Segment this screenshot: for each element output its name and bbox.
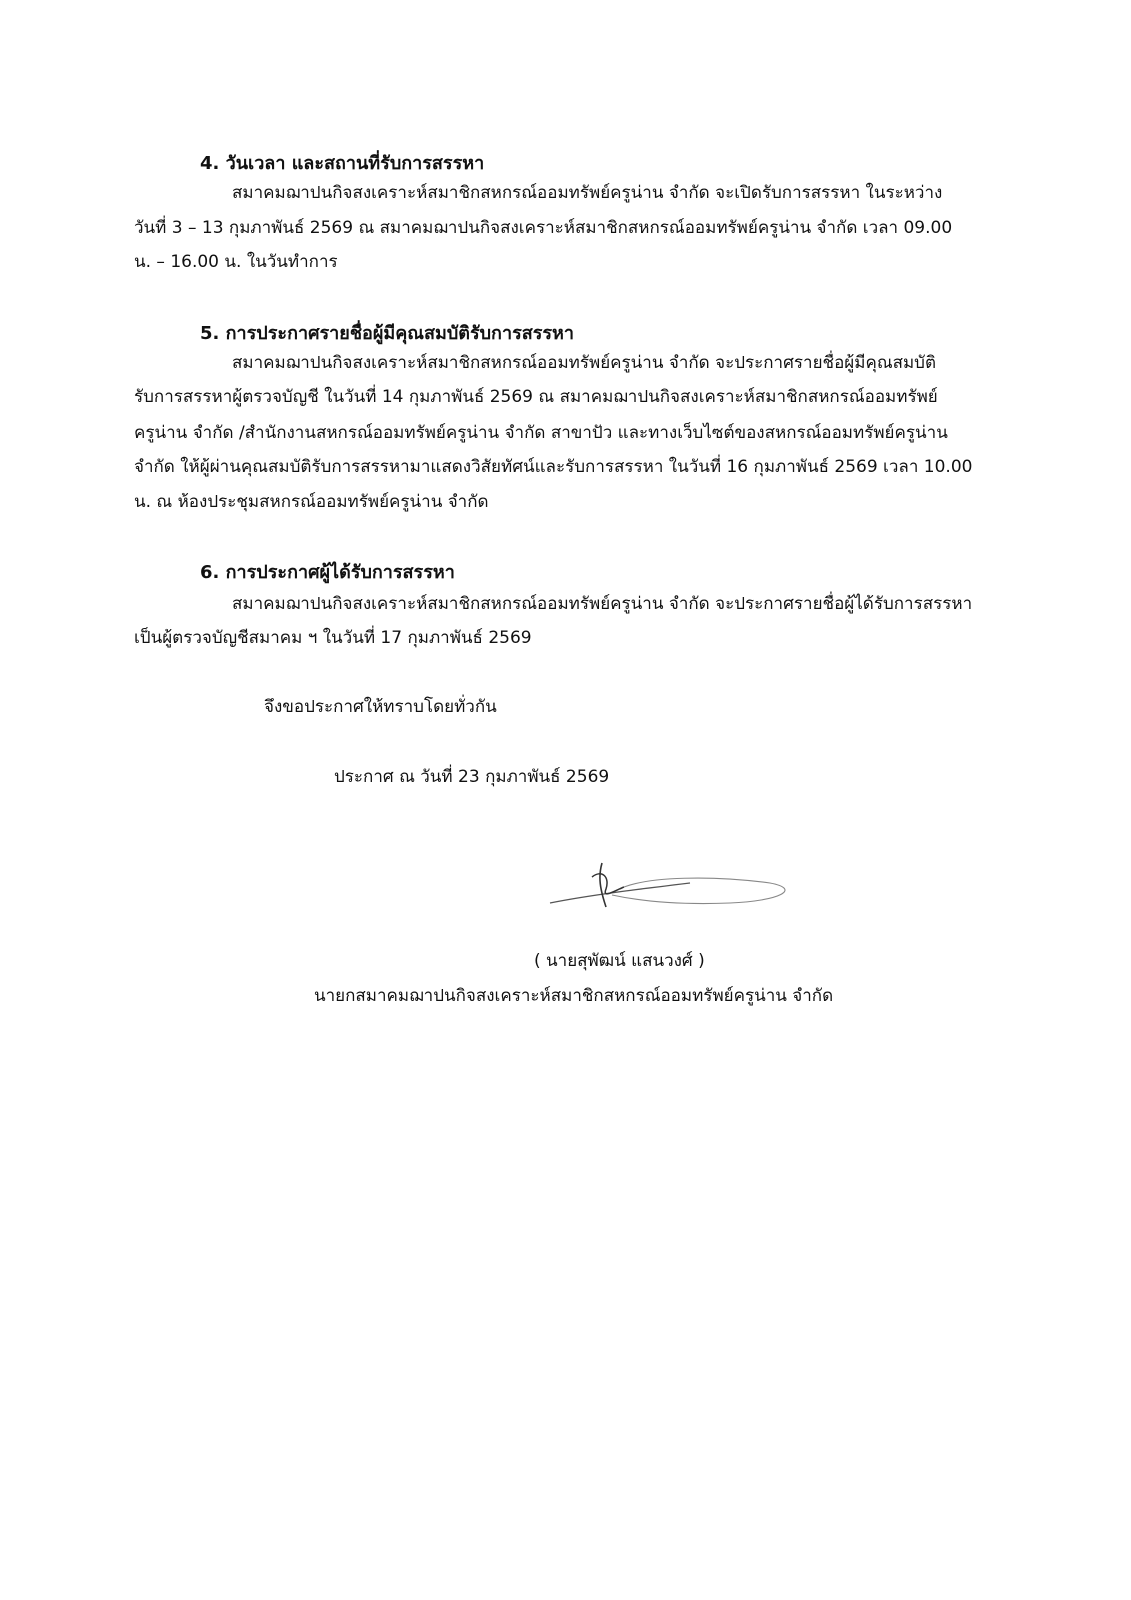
section-6-line-2: เป็นผู้ตรวจบัญชีสมาคม ฯ ในวันที่ 17 กุมภาพันธ์ 2569 <box>134 628 532 648</box>
section-4-line-2: วันที่ 3 – 13 กุมภาพันธ์ 2569 ณ สมาคมฌาปนกิจสงเคราะห์สมาชิกสหกรณ์ออมทรัพย์ครูน่าน จำกัด เวลา 09.00 <box>134 218 953 238</box>
signature-scribble <box>540 855 800 925</box>
section-5-line-4: จำกัด ให้ผู้ผ่านคุณสมบัติรับการสรรหามาแสดงวิสัยทัศน์และรับการสรรหา ในวันที่ 16 กุมภาพันธ์ 2569 เวลา 10.00 <box>134 457 973 477</box>
closing-notice: จึงขอประกาศให้ทราบโดยทั่วกัน <box>264 697 497 717</box>
announcement-date: ประกาศ ณ วันที่ 23 กุมภาพันธ์ 2569 <box>334 767 610 787</box>
section-6-heading: 6. การประกาศผู้ได้รับการสรรหา <box>200 562 455 583</box>
section-4-heading: 4. วันเวลา และสถานที่รับการสรรหา <box>200 153 485 174</box>
section-5-line-2: รับการสรรหาผู้ตรวจบัญชี ในวันที่ 14 กุมภาพันธ์ 2569 ณ สมาคมฌาปนกิจสงเคราะห์สมาชิกสหกรณ์ออมทรัพย์ <box>134 387 938 407</box>
signatory-title: นายกสมาคมฌาปนกิจสงเคราะห์สมาชิกสหกรณ์ออมทรัพย์ครูน่าน จำกัด <box>314 986 834 1006</box>
signatory-name: ( นายสุพัฒน์ แสนวงศ์ ) <box>534 951 705 971</box>
section-5-line-5: น. ณ ห้องประชุมสหกรณ์ออมทรัพย์ครูน่าน จำกัด <box>134 492 489 512</box>
section-6-line-1: สมาคมฌาปนกิจสงเคราะห์สมาชิกสหกรณ์ออมทรัพย์ครูน่าน จำกัด จะประกาศรายชื่อผู้ได้รับการสรรหา <box>232 594 973 614</box>
section-5-line-1: สมาคมฌาปนกิจสงเคราะห์สมาชิกสหกรณ์ออมทรัพย์ครูน่าน จำกัด จะประกาศรายชื่อผู้มีคุณสมบัติ <box>232 353 937 373</box>
section-4-line-1: สมาคมฌาปนกิจสงเคราะห์สมาชิกสหกรณ์ออมทรัพย์ครูน่าน จำกัด จะเปิดรับการสรรหา ในระหว่าง <box>232 183 943 203</box>
section-5-line-3: ครูน่าน จำกัด /สำนักงานสหกรณ์ออมทรัพย์ครูน่าน จำกัด สาขาปัว และทางเว็บไซต์ของสหกรณ์ออมทรัพย์ครูน่าน <box>134 423 948 443</box>
section-4-line-3: น. – 16.00 น. ในวันทำการ <box>134 252 338 272</box>
section-5-heading: 5. การประกาศรายชื่อผู้มีคุณสมบัติรับการสรรหา <box>200 323 575 344</box>
